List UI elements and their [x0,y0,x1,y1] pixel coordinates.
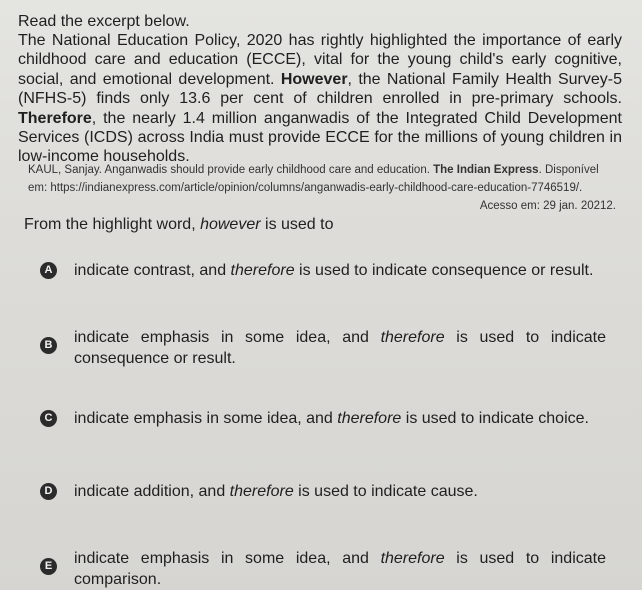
option-d-post: is used to indicate cause. [293,483,478,500]
option-b[interactable] [40,327,606,369]
option-c-pre: indicate emphasis in some idea, and [74,410,338,427]
highlight-however: However [280,70,348,88]
option-c-text [74,408,606,429]
excerpt-intro: Read the excerpt below. [18,13,190,30]
option-a-post: is used to indicate consequence or result. [294,262,594,279]
option-e-pre: indicate emphasis in some idea, and [74,550,381,567]
option-c-post: is used to indicate choice. [401,410,589,427]
option-e-post: is used to indicate comparison. [74,550,606,588]
option-a-badge: A [40,262,57,279]
passage-part-1: The National Education Policy, 2020 has rightly highlighted the importance of early childhood care and education (ECCE), vital for the young child's early cognitive, social, and emotional development. [18,32,622,88]
option-e[interactable] [40,548,606,590]
option-b-post: is used to indicate consequence or result. [74,329,606,367]
option-c-keyword: therefore [337,410,402,427]
excerpt [18,12,622,167]
option-b-text [74,327,606,369]
option-a-text [74,260,606,281]
option-a-keyword: therefore [230,262,295,279]
citation-text: KAUL, Sanjay. Anganwadis should provide early childhood care and education. [28,164,434,176]
passage-part-2: , the National Family Health Survey-5 (NFHS-5) finds only 13.6 per cent of children enrolled in pre-primary schools. [18,70,623,108]
option-c[interactable] [40,408,606,429]
option-e-keyword: therefore [380,550,445,567]
option-b-keyword: therefore [380,329,445,346]
question-prefix: From the highlight word, [24,216,201,233]
option-d-pre: indicate addition, and [74,483,230,500]
option-e-badge: E [40,558,57,575]
option-d[interactable] [40,481,606,502]
passage-part-3: , the nearly 1.4 million anganwadis of the Integrated Child Development Services (ICDS) across India must provide ECCE for the millions of young children in low-income households. [18,109,622,166]
citation [28,161,616,215]
option-d-text [74,481,606,502]
option-b-badge: B [40,337,57,354]
option-d-keyword: therefore [229,483,294,500]
option-e-text [74,548,606,590]
option-b-pre: indicate emphasis in some idea, and [74,329,381,346]
option-a-pre: indicate contrast, and [74,262,231,279]
highlight-therefore: Therefore [18,109,92,127]
option-d-badge: D [40,483,57,500]
option-c-badge: C [40,410,57,427]
question-suffix: is used to [260,216,334,233]
citation-reference [28,161,616,197]
question-keyword: however [200,216,261,233]
excerpt-passage [18,31,622,167]
citation-source: The Indian Express [433,164,539,176]
option-a[interactable] [40,260,606,281]
question-stem [24,216,334,234]
citation-available: . Disponível em: https://indianexpress.com/article/opinion/columns/anganwadis-early-childhood-care-education-7746519/. [28,164,599,194]
citation-accessed: Acesso em: 29 jan. 20212. [479,200,616,212]
